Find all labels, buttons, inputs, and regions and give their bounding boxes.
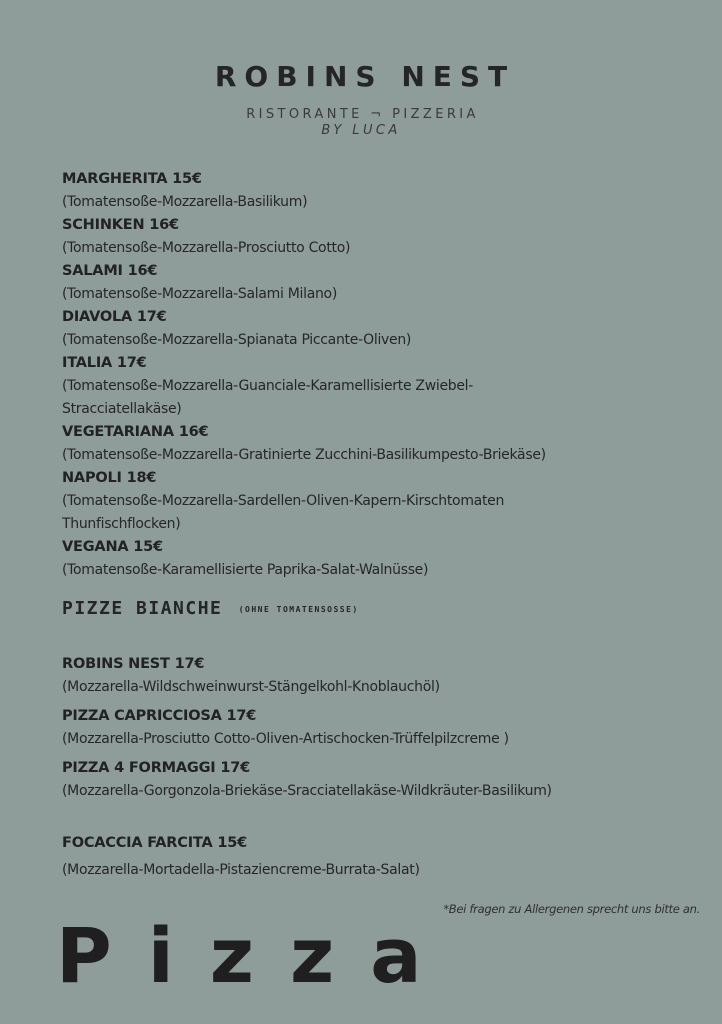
menu-item	[62, 260, 692, 306]
item-name: ITALIA 17€	[62, 355, 147, 371]
item-description: (Tomatensoße-Karamellisierte Paprika-Salat-Walnüsse)	[62, 562, 429, 578]
item-description: (Tomatensoße-Mozzarella-Guanciale-Karamellisierte Zwiebel-Stracciatellakäse)	[62, 378, 473, 417]
item-description: (Mozzarella-Mortadella-Pistaziencreme-Burrata-Salat)	[62, 862, 420, 878]
item-description: (Tomatensoße-Mozzarella-Basilikum)	[62, 194, 308, 210]
item-description: (Tomatensoße-Mozzarella-Spianata Piccante-Oliven)	[62, 332, 412, 348]
restaurant-name: ROBINS NEST	[214, 60, 516, 93]
item-description: (Mozzarella-Prosciutto Cotto-Oliven-Artischocken-Trüffelpilzcreme )	[62, 731, 509, 747]
item-name: NAPOLI 18€	[62, 470, 157, 486]
menu-item	[62, 705, 692, 751]
menu-header	[0, 60, 722, 138]
pizze-bianche-list	[62, 653, 692, 809]
item-name: SCHINKEN 16€	[62, 217, 179, 233]
section-title-text: PIZZE BIANCHE	[62, 598, 223, 619]
item-description: (Tomatensoße-Mozzarella-Sardellen-Oliven-Kapern-Kirschtomaten Thunfischflocken)	[62, 493, 505, 532]
item-name: DIAVOLA 17€	[62, 309, 167, 325]
item-description: (Mozzarella-Wildschweinwurst-Stängelkohl-Knoblauchöl)	[62, 679, 440, 695]
restaurant-subtitle: RISTORANTE ¬ PIZZERIA	[246, 107, 479, 122]
item-description: (Tomatensoße-Mozzarella-Gratinierte Zucchini-Basilikumpesto-Briekäse)	[62, 447, 546, 463]
menu-item	[62, 352, 692, 421]
item-name: ROBINS NEST 17€	[62, 656, 205, 672]
focaccia-section	[62, 832, 692, 882]
page-title: Pizza	[56, 911, 458, 1000]
item-name: VEGETARIANA 16€	[62, 424, 209, 440]
pizze-rosse-list	[62, 168, 692, 582]
item-description: (Tomatensoße-Mozzarella-Prosciutto Cotto)	[62, 240, 351, 256]
item-name: FOCACCIA FARCITA 15€	[62, 835, 248, 851]
item-name: PIZZA 4 FORMAGGI 17€	[62, 760, 251, 776]
item-name: MARGHERITA 15€	[62, 171, 202, 187]
item-description: (Mozzarella-Gorgonzola-Briekäse-Sracciatellakäse-Wildkräuter-Basilikum)	[62, 783, 552, 799]
section-note: (OHNE TOMATENSOSSE)	[238, 604, 359, 614]
menu-item	[62, 306, 692, 352]
menu-item	[62, 421, 692, 467]
menu-item	[62, 214, 692, 260]
menu-item	[62, 168, 692, 214]
menu-item	[62, 467, 692, 536]
item-description: (Tomatensoße-Mozzarella-Salami Milano)	[62, 286, 337, 302]
item-name: SALAMI 16€	[62, 263, 158, 279]
menu-item	[62, 757, 692, 803]
item-name: VEGANA 15€	[62, 539, 163, 555]
section-title-pizze-bianche	[62, 598, 359, 619]
allergen-note: *Bei fragen zu Allergenen sprecht uns bitte an.	[443, 902, 700, 916]
menu-item	[62, 536, 692, 582]
item-name: PIZZA CAPRICCIOSA 17€	[62, 708, 257, 724]
restaurant-byline: BY LUCA	[321, 123, 401, 138]
menu-item	[62, 653, 692, 699]
